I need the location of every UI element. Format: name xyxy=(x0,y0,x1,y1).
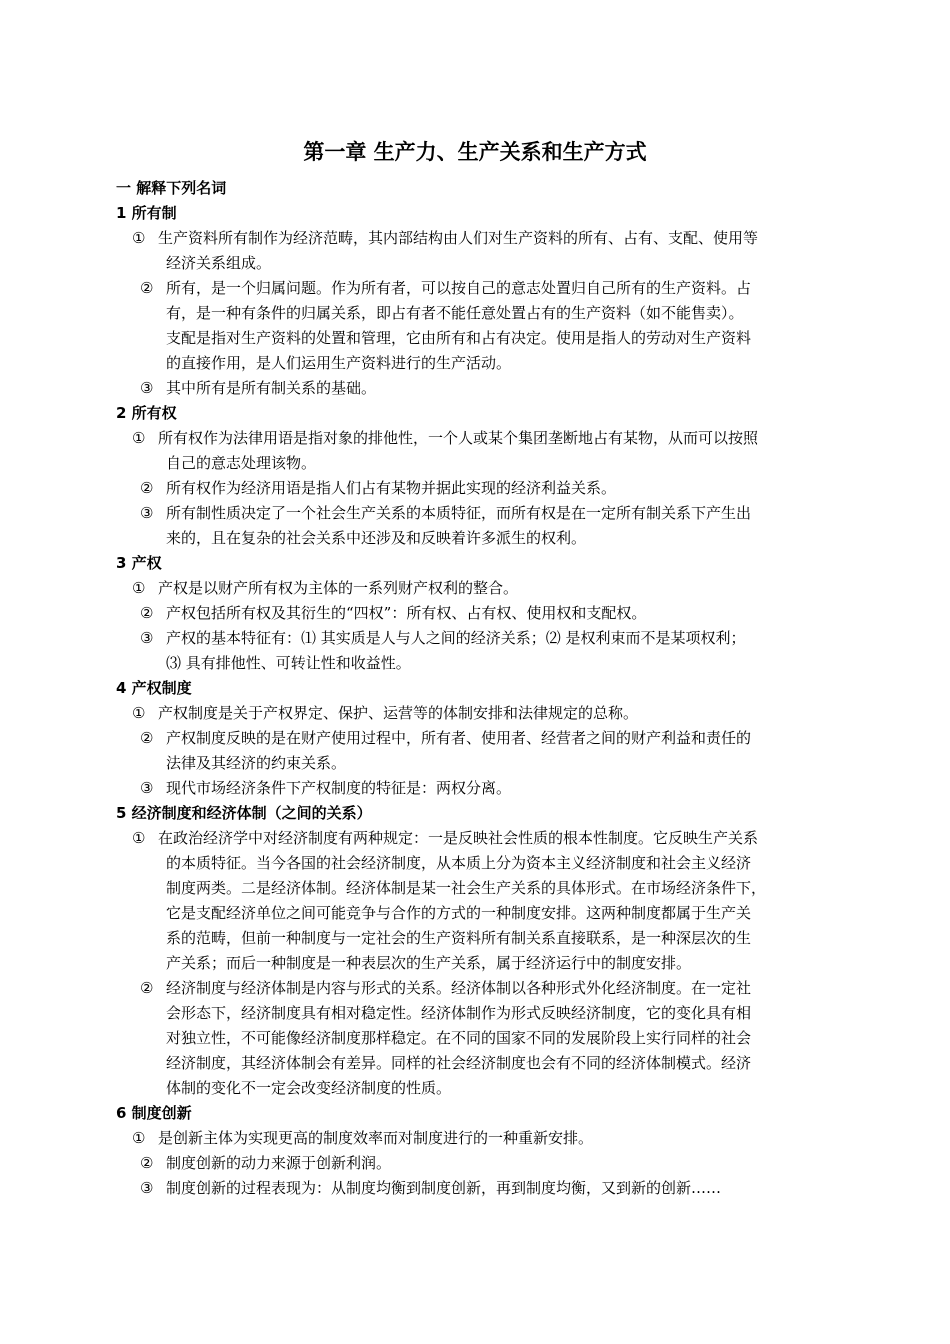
item-text-line: 制度两类。二是经济体制。经济体制是某一社会生产关系的具体形式。在市场经济条件下， xyxy=(166,879,767,897)
item-text-line: 法律及其经济的约束关系。 xyxy=(166,754,347,772)
item-text-line: 经济关系组成。 xyxy=(166,254,272,272)
item-number: ① xyxy=(132,1129,146,1147)
item-text-line: 经济制度，其经济体制会有差异。同样的社会经济制度也会有不同的经济体制模式。经济 xyxy=(166,1054,752,1072)
item-text-line: 是创新主体为实现更高的制度效率而对制度进行的一种重新安排。 xyxy=(158,1129,594,1147)
item-number: ② xyxy=(140,479,154,497)
definition-item xyxy=(140,376,860,401)
item-text-line: 的直接作用，是人们运用生产资料进行的生产活动。 xyxy=(166,354,512,372)
item-text-line: 产权制度反映的是在财产使用过程中，所有者、使用者、经营者之间的财产利益和责任的 xyxy=(166,729,752,747)
section-heading: 一 解释下列名词 xyxy=(116,179,227,197)
item-text-line: 在政治经济学中对经济制度有两种规定：一是反映社会性质的根本性制度。它反映生产关系 xyxy=(158,829,759,847)
definition-item xyxy=(140,776,860,801)
item-text-line: 体制的变化不一定会改变经济制度的性质。 xyxy=(166,1079,452,1097)
item-number: ② xyxy=(140,604,154,622)
term-heading: 2 所有权 xyxy=(116,404,177,422)
definition-item xyxy=(140,476,860,501)
item-number: ① xyxy=(132,579,146,597)
item-text-line: 产权制度是关于产权界定、保护、运营等的体制安排和法律规定的总称。 xyxy=(158,704,639,722)
item-text-line: 所有权作为经济用语是指人们占有某物并据此实现的经济利益关系。 xyxy=(166,479,617,497)
item-number: ③ xyxy=(140,1179,154,1197)
item-text-line: 产权包括所有权及其衍生的“四权”：所有权、占有权、使用权和支配权。 xyxy=(166,604,647,622)
definition-item xyxy=(132,701,852,726)
item-text-line: 产关系；而后一种制度是一种表层次的生产关系，属于经济运行中的制度安排。 xyxy=(166,954,692,972)
definition-item xyxy=(140,726,860,776)
item-text-line: 自己的意志处理该物。 xyxy=(166,454,317,472)
item-text-line: 现代市场经济条件下产权制度的特征是：两权分离。 xyxy=(166,779,512,797)
term-heading: 5 经济制度和经济体制（之间的关系） xyxy=(116,804,372,822)
definition-item xyxy=(140,626,860,676)
item-number: ① xyxy=(132,704,146,722)
item-text-line: 制度创新的动力来源于创新利润。 xyxy=(166,1154,392,1172)
term-heading: 4 产权制度 xyxy=(116,679,192,697)
item-text-line: 生产资料所有制作为经济范畴，其内部结构由人们对生产资料的所有、占有、支配、使用等 xyxy=(158,229,759,247)
definition-item xyxy=(140,1176,860,1201)
item-number: ② xyxy=(140,1154,154,1172)
definition-item xyxy=(132,1126,852,1151)
item-number: ① xyxy=(132,829,146,847)
item-text-line: 产权的基本特征有：⑴ 其实质是人与人之间的经济关系；⑵ 是权利束而不是某项权利； xyxy=(166,629,746,647)
item-number: ② xyxy=(140,729,154,747)
item-text-line: 经济制度与经济体制是内容与形式的关系。经济体制以各种形式外化经济制度。在一定社 xyxy=(166,979,752,997)
item-text-line: 产权是以财产所有权为主体的一系列财产权利的整合。 xyxy=(158,579,519,597)
definition-item xyxy=(140,976,860,1101)
item-text-line: 所有，是一个归属问题。作为所有者，可以按自己的意志处置归自己所有的生产资料。占 xyxy=(166,279,752,297)
item-text-line: 来的，且在复杂的社会关系中还涉及和反映着许多派生的权利。 xyxy=(166,529,587,547)
item-text-line: 会形态下，经济制度具有相对稳定性。经济体制作为形式反映经济制度，它的变化具有相 xyxy=(166,1004,752,1022)
item-text-line: 对独立性，不可能像经济制度那样稳定。在不同的国家不同的发展阶段上实行同样的社会 xyxy=(166,1029,752,1047)
item-text-line: 有，是一种有条件的归属关系，即占有者不能任意处置占有的生产资料（如不能售卖）。 xyxy=(166,304,744,322)
item-number: ① xyxy=(132,229,146,247)
item-number: ③ xyxy=(140,629,154,647)
term-heading: 3 产权 xyxy=(116,554,162,572)
definition-item xyxy=(140,601,860,626)
term-heading: 1 所有制 xyxy=(116,204,177,222)
item-text-line: ⑶ 具有排他性、可转让性和收益性。 xyxy=(166,654,411,672)
item-text-line: 其中所有是所有制关系的基础。 xyxy=(166,379,377,397)
item-number: ② xyxy=(140,979,154,997)
item-text-line: 支配是指对生产资料的处置和管理，它由所有和占有决定。使用是指人的劳动对生产资料 xyxy=(166,329,752,347)
term-heading: 6 制度创新 xyxy=(116,1104,192,1122)
item-number: ③ xyxy=(140,779,154,797)
definition-item xyxy=(140,501,860,551)
item-text-line: 所有制性质决定了一个社会生产关系的本质特征，而所有权是在一定所有制关系下产生出 xyxy=(166,504,752,522)
item-text-line: 制度创新的过程表现为：从制度均衡到制度创新，再到制度均衡，又到新的创新…… xyxy=(166,1179,722,1197)
item-number: ① xyxy=(132,429,146,447)
definition-item xyxy=(132,826,852,976)
item-text-line: 所有权作为法律用语是指对象的排他性，一个人或某个集团垄断地占有某物，从而可以按照 xyxy=(158,429,759,447)
definition-item xyxy=(132,226,852,276)
item-number: ③ xyxy=(140,379,154,397)
definition-item xyxy=(140,1151,860,1176)
chapter-title: 第一章 生产力、生产关系和生产方式 xyxy=(303,140,647,164)
item-text-line: 它是支配经济单位之间可能竞争与合作的方式的一种制度安排。这两种制度都属于生产关 xyxy=(166,904,752,922)
definition-item xyxy=(132,576,852,601)
item-number: ③ xyxy=(140,504,154,522)
item-number: ② xyxy=(140,279,154,297)
item-text-line: 的本质特征。当今各国的社会经济制度，从本质上分为资本主义经济制度和社会主义经济 xyxy=(166,854,752,872)
definition-item xyxy=(132,426,852,476)
definition-item xyxy=(140,276,860,376)
item-text-line: 系的范畴，但前一种制度与一定社会的生产资料所有制关系直接联系，是一种深层次的生 xyxy=(166,929,752,947)
